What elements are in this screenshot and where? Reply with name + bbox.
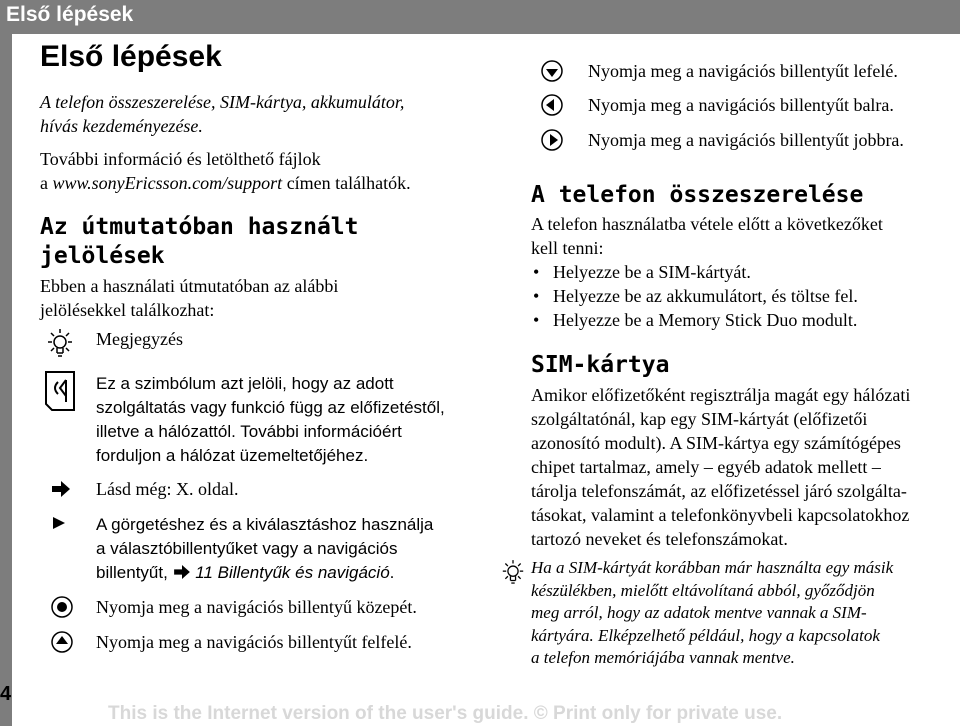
triangle-right-icon (52, 516, 66, 530)
page-title: Első lépések (40, 40, 222, 73)
keys-navigation-reference[interactable]: 11 Billentyűk és navigáció (195, 563, 390, 582)
operator-line-2: szolgáltatás vagy funkció függ az előfizetéstől, (96, 398, 445, 417)
intro-line-1: A telefon összeszerelése, SIM-kártya, akkumulátor, (40, 92, 405, 112)
arrow-right-icon (173, 565, 191, 579)
nav-down-icon (540, 59, 564, 83)
scroll-line-2: a választóbillentyűket vagy a navigációs (96, 539, 398, 558)
arrow-right-icon (52, 481, 70, 497)
operator-line-1: Ez a szimbólum azt jelöli, hogy az adott (96, 374, 394, 393)
list-item: • Helyezze be az akkumulátort, és töltse fel. (531, 284, 858, 308)
tip-line: meg arról, hogy az adatok mentve vannak a SIM- (531, 603, 867, 622)
sim-line: Amikor előfizetőként regisztrálja magát egy hálózati (531, 385, 911, 405)
note-label: Megjegyzés (96, 329, 183, 349)
sim-line: tartozó neveket és telefonszámokat. (531, 529, 788, 549)
list-item: • Helyezze be a SIM-kártyát. (531, 260, 858, 284)
nav-up-text: Nyomja meg a navigációs billentyűt felfelé. (96, 632, 412, 652)
scroll-suffix: . (389, 563, 395, 582)
lightbulb-icon (496, 556, 530, 588)
tip-line: készülékben, mielőtt eltávolítaná abból, győződjön (531, 580, 875, 600)
section-title-line-2: jelölések (40, 243, 165, 269)
nav-left-icon (540, 93, 564, 117)
operator-line-4: forduljon a hálózat üzemeltetőjéhez. (96, 446, 369, 465)
lightbulb-icon (40, 326, 80, 360)
page-number: 4 (0, 683, 12, 705)
sim-line: szolgáltatónál, kap egy SIM-kártyát (előfizetői (531, 409, 868, 429)
nav-up-icon (50, 630, 74, 654)
support-link[interactable]: www.sonyEricsson.com/support (52, 173, 283, 193)
nav-right-icon (540, 128, 564, 152)
info-suffix: címen találhatók. (282, 173, 411, 193)
assembly-title: A telefon összeszerelése (531, 182, 864, 208)
tip-line: Ha a SIM-kártyát korábban már használta egy másik (531, 558, 894, 577)
info-prefix: a (40, 173, 53, 193)
scroll-line-3 (96, 561, 394, 585)
assembly-intro-line-1: A telefon használatba vétele előtt a következőket (531, 214, 883, 234)
section-intro-line-1: Ebben a használati útmutatóban az alábbi (40, 276, 339, 296)
sim-line: tásokat, valamint a telefonkönyvbeli kapcsolatokhoz (531, 505, 910, 525)
see-also-text: Lásd még: X. oldal. (96, 479, 239, 499)
info-line-1: További információ és letölthető fájlok (40, 149, 321, 169)
operator-line-3: illetve a hálózattól. További információért (96, 422, 402, 441)
list-item: • Helyezze be a Memory Stick Duo modult. (531, 308, 858, 332)
sim-line: chipet tartalmaz, amely – egyéb adatok mellett – (531, 457, 881, 477)
footer-notice: This is the Internet version of the user's guide. © Print only for private use. (108, 703, 783, 724)
nav-down-text: Nyomja meg a navigációs billentyűt lefelé. (588, 61, 898, 81)
section-title-line-1: Az útmutatóban használt (40, 214, 359, 240)
header-title: Első lépések (6, 3, 134, 26)
sim-title: SIM-kártya (531, 352, 670, 378)
tip-line: kártyára. Elképzelhető például, hogy a kapcsolatok (531, 625, 880, 645)
nav-center-text: Nyomja meg a navigációs billentyű közepét. (96, 597, 417, 617)
info-line-2 (40, 171, 411, 195)
sim-line: azonosító modult). A SIM-kártya egy számítógépes (531, 433, 901, 453)
sim-text (531, 383, 910, 551)
nav-right-text: Nyomja meg a navigációs billentyűt jobbra. (588, 130, 904, 150)
tip-line: a telefon memóriájába vannak mentve. (531, 648, 795, 667)
side-band (0, 34, 12, 726)
assembly-list (531, 260, 858, 332)
section-intro-line-2: jelölésekkel találkozhat: (40, 300, 215, 320)
scroll-prefix: billentyűt, (96, 563, 168, 582)
sim-line: tárolja telefonszámát, az előfizetéssel járó szolgálta- (531, 481, 907, 501)
operator-service-icon (44, 370, 76, 412)
header-band (0, 0, 960, 34)
nav-center-icon (50, 595, 74, 619)
tip-text (531, 557, 893, 670)
scroll-line-1: A görgetéshez és a kiválasztáshoz használja (96, 515, 434, 534)
section-title-notation (40, 213, 359, 271)
assembly-intro-line-2: kell tenni: (531, 238, 604, 258)
nav-left-text: Nyomja meg a navigációs billentyűt balra. (588, 95, 894, 115)
intro-line-2: hívás kezdeményezése. (40, 116, 203, 136)
